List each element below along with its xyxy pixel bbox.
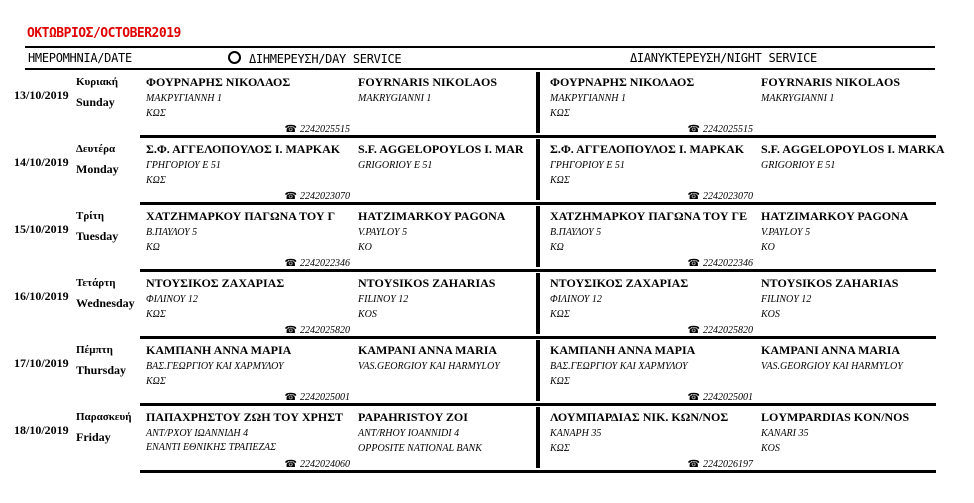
row-separator	[140, 202, 936, 205]
night-city-greek: ΚΩΣ	[550, 309, 570, 320]
row-date: 17/10/2019	[14, 356, 69, 370]
day-name-greek: ΠΑΠΑΧΡΗΣΤΟΥ ΖΩΗ ΤΟΥ ΧΡΗΣΤ	[146, 410, 344, 424]
day-name-english: KAMPANI ANNA MARIA	[358, 343, 498, 357]
day-address-greek: Β.ΠΑΥΛΟΥ 5	[146, 227, 198, 238]
column-divider	[536, 407, 540, 468]
day-city-english: KO	[358, 242, 372, 253]
column-divider	[536, 72, 540, 133]
day-name-english: HATZIMARKOY PAGONA	[358, 209, 506, 223]
row-day-english: Tuesday	[76, 229, 119, 243]
phone-number: 2242023070	[703, 191, 753, 202]
night-city-greek: ΚΩΣ	[550, 175, 570, 186]
day-address-english: ANT/RHOY IOANNIDI 4	[358, 428, 460, 439]
day-city-greek: ΚΩΣ	[146, 175, 166, 186]
row-date: 15/10/2019	[14, 222, 69, 236]
column-divider	[536, 139, 540, 200]
phone-icon: ☎	[687, 325, 700, 336]
table-row	[0, 72, 974, 139]
night-city-greek: ΚΩΣ	[550, 376, 570, 387]
night-city-greek: ΚΩΣ	[550, 443, 570, 454]
row-separator	[140, 269, 936, 272]
day-city-english: KOS	[358, 309, 377, 320]
page-title: ΟΚΤΩΒΡΙΟΣ/OCTOBER2019	[27, 26, 181, 41]
phone-icon: ☎	[284, 191, 297, 202]
column-divider	[536, 273, 540, 334]
night-city-english: KOS	[761, 309, 780, 320]
night-address-english: MAKRYGIANNI 1	[761, 93, 835, 104]
header-bottom-rule	[25, 68, 935, 70]
day-address-english: GRIGORIOY E 51	[358, 160, 433, 171]
night-name-greek: ΧΑΤΖΗΜΑΡΚΟΥ ΠΑΓΩΝΑ ΤΟΥ ΓΕ	[550, 209, 748, 223]
day-name-english: FOYRNARIS NIKOLAOS	[358, 75, 498, 89]
row-day-english: Monday	[76, 162, 119, 176]
phone-icon: ☎	[687, 191, 700, 202]
night-city-greek: ΚΩ	[550, 242, 564, 253]
phone-icon: ☎	[284, 258, 297, 269]
top-cropped-text	[0, 0, 974, 6]
day-address-greek: ΒΑΣ.ΓΕΩΡΓΙΟΥ ΚΑΙ ΧΑΡΜΥΛΟΥ	[146, 361, 284, 372]
night-city-english: KOS	[761, 443, 780, 454]
night-name-english: HATZIMARKOY PAGONA	[761, 209, 909, 223]
phone-icon: ☎	[687, 258, 700, 269]
phone-icon: ☎	[284, 392, 297, 403]
night-address-greek: Β.ΠΑΥΛΟΥ 5	[550, 227, 602, 238]
row-day-english: Sunday	[76, 95, 115, 109]
day-city-greek: ΚΩΣ	[146, 309, 166, 320]
night-address-english: VAS.GEORGIOY KAI HARMYLOY	[761, 361, 903, 372]
header-top-rule	[25, 46, 935, 48]
night-name-english: KAMPANI ANNA MARIA	[761, 343, 901, 357]
phone-icon: ☎	[687, 459, 700, 470]
night-address-english: V.PAYLOY 5	[761, 227, 811, 238]
row-day-greek: Πέμπτη	[76, 344, 113, 356]
table-row	[0, 206, 974, 273]
row-date: 13/10/2019	[14, 88, 69, 102]
row-day-greek: Τετάρτη	[76, 277, 116, 289]
day-address-english: FILINOY 12	[358, 294, 409, 305]
row-day-greek: Δευτέρα	[76, 143, 116, 155]
day-city-greek: ΚΩΣ	[146, 108, 166, 119]
phone-number: 2242023070	[300, 191, 350, 202]
row-day-greek: Κυριακή	[76, 76, 119, 88]
day-address-greek: ΦΙΛΙΝΟΥ 12	[146, 294, 198, 305]
night-address-greek: ΦΙΛΙΝΟΥ 12	[550, 294, 602, 305]
row-date: 14/10/2019	[14, 155, 69, 169]
day-name-english: S.F. AGGELOPOYLOS I. MAR	[358, 142, 524, 156]
phone-number: 2242022346	[703, 258, 753, 269]
phone-icon: ☎	[687, 392, 700, 403]
row-day-english: Thursday	[76, 363, 127, 377]
night-name-english: LOYMPARDIAS KON/NOS	[761, 410, 910, 424]
night-name-greek: Σ.Φ. ΑΓΓΕΛΟΠΟΥΛΟΣ Ι. ΜΑΡΚΑΚ	[550, 142, 745, 156]
phone-icon: ☎	[284, 124, 297, 135]
day-name-greek: ΝΤΟΥΣΙΚΟΣ ΖΑΧΑΡΙΑΣ	[146, 276, 285, 290]
day-name-greek: ΦΟΥΡΝΑΡΗΣ ΝΙΚΟΛΑΟΣ	[146, 75, 291, 89]
header-night-service: ΔΙΑΝΥΚΤΕΡΕΥΣΗ/NIGHT SERVICE	[630, 51, 817, 65]
night-address-english: FILINOY 12	[761, 294, 812, 305]
row-separator	[140, 470, 936, 473]
night-name-greek: ΝΤΟΥΣΙΚΟΣ ΖΑΧΑΡΙΑΣ	[550, 276, 689, 290]
day-city-greek: ΚΩ	[146, 242, 160, 253]
table-row	[0, 139, 974, 206]
day-address-english: MAKRYGIANNI 1	[358, 93, 432, 104]
night-name-english: NTOYSIKOS ZAHARIAS	[761, 276, 899, 290]
table-row	[0, 340, 974, 407]
phone-icon: ☎	[687, 124, 700, 135]
day-name-english: NTOYSIKOS ZAHARIAS	[358, 276, 496, 290]
night-address-english: GRIGORIOY E 51	[761, 160, 836, 171]
row-separator	[140, 403, 936, 406]
night-name-greek: ΚΑΜΠΑΝΗ ΑΝΝΑ ΜΑΡΙΑ	[550, 343, 696, 357]
night-city-english: KO	[761, 242, 775, 253]
row-day-english: Friday	[76, 430, 111, 444]
header-day-label: ΔΙΗΜΕΡΕΥΣΗ/DAY SERVICE	[249, 52, 402, 66]
night-address-greek: ΒΑΣ.ΓΕΩΡΓΙΟΥ ΚΑΙ ΧΑΡΜΥΛΟΥ	[550, 361, 688, 372]
phone-number: 2242024060	[300, 459, 350, 470]
night-name-english: S.F. AGGELOPOYLOS I. MARKA	[761, 142, 945, 156]
row-day-greek: Τρίτη	[76, 210, 104, 222]
row-separator	[140, 135, 936, 138]
phone-number: 2242025515	[703, 124, 753, 135]
day-address-english: V.PAYLOY 5	[358, 227, 408, 238]
night-address-greek: ΓΡΗΓΟΡΙΟΥ Ε 51	[550, 160, 625, 171]
column-divider	[536, 206, 540, 267]
day-name-greek: Σ.Φ. ΑΓΓΕΛΟΠΟΥΛΟΣ Ι. ΜΑΡΚΑΚ	[146, 142, 341, 156]
day-address-greek: ΜΑΚΡΥΓΙΑΝΝΗ 1	[146, 93, 222, 104]
day-name-english: PAPAHRISTOY ZOI	[358, 410, 468, 424]
phone-number: 2242025001	[703, 392, 753, 403]
night-name-greek: ΦΟΥΡΝΑΡΗΣ ΝΙΚΟΛΑΟΣ	[550, 75, 695, 89]
day-extra-greek: ΕΝΑΝΤΙ ΕΘΝΙΚΗΣ ΤΡΑΠΕΖΑΣ	[146, 442, 277, 453]
day-city-english: OPPOSITE NATIONAL BANK	[358, 443, 482, 454]
day-address-greek: ΑΝΤ/ΡΧΟΥ ΙΩΑΝΝΙΔΗ 4	[146, 428, 249, 439]
phone-number: 2242025515	[300, 124, 350, 135]
night-address-greek: ΚΑΝΑΡΗ 35	[550, 428, 602, 439]
day-city-greek: ΚΩΣ	[146, 376, 166, 387]
row-date: 18/10/2019	[14, 423, 69, 437]
row-day-greek: Παρασκευή	[76, 411, 132, 423]
night-name-greek: ΛΟΥΜΠΑΡΔΙΑΣ ΝΙΚ. ΚΩΝ/ΝΟΣ	[550, 410, 729, 424]
phone-number: 2242025820	[300, 325, 350, 336]
phone-number: 2242025001	[300, 392, 350, 403]
night-name-english: FOYRNARIS NIKOLAOS	[761, 75, 901, 89]
phone-number: 2242026197	[703, 459, 753, 470]
night-address-english: KANARI 35	[761, 428, 809, 439]
table-row	[0, 273, 974, 340]
column-divider	[536, 340, 540, 401]
phone-icon: ☎	[284, 325, 297, 336]
day-address-greek: ΓΡΗΓΟΡΙΟΥ Ε 51	[146, 160, 221, 171]
row-day-english: Wednesday	[76, 296, 135, 310]
day-address-english: VAS.GEORGIOY KAI HARMYLOY	[358, 361, 500, 372]
phone-icon: ☎	[284, 459, 297, 470]
phone-number: 2242025820	[703, 325, 753, 336]
table-row	[0, 407, 974, 474]
circle-icon	[228, 51, 241, 64]
night-address-greek: ΜΑΚΡΥΓΙΑΝΝΗ 1	[550, 93, 626, 104]
night-city-greek: ΚΩΣ	[550, 108, 570, 119]
day-name-greek: ΧΑΤΖΗΜΑΡΚΟΥ ΠΑΓΩΝΑ ΤΟΥ Γ	[146, 209, 336, 223]
header-date: ΗΜΕΡΟΜΗΝΙΑ/DATE	[28, 51, 132, 65]
row-date: 16/10/2019	[14, 289, 69, 303]
day-name-greek: ΚΑΜΠΑΝΗ ΑΝΝΑ ΜΑΡΙΑ	[146, 343, 292, 357]
phone-number: 2242022346	[300, 258, 350, 269]
row-separator	[140, 336, 936, 339]
header-day-service	[228, 51, 401, 66]
